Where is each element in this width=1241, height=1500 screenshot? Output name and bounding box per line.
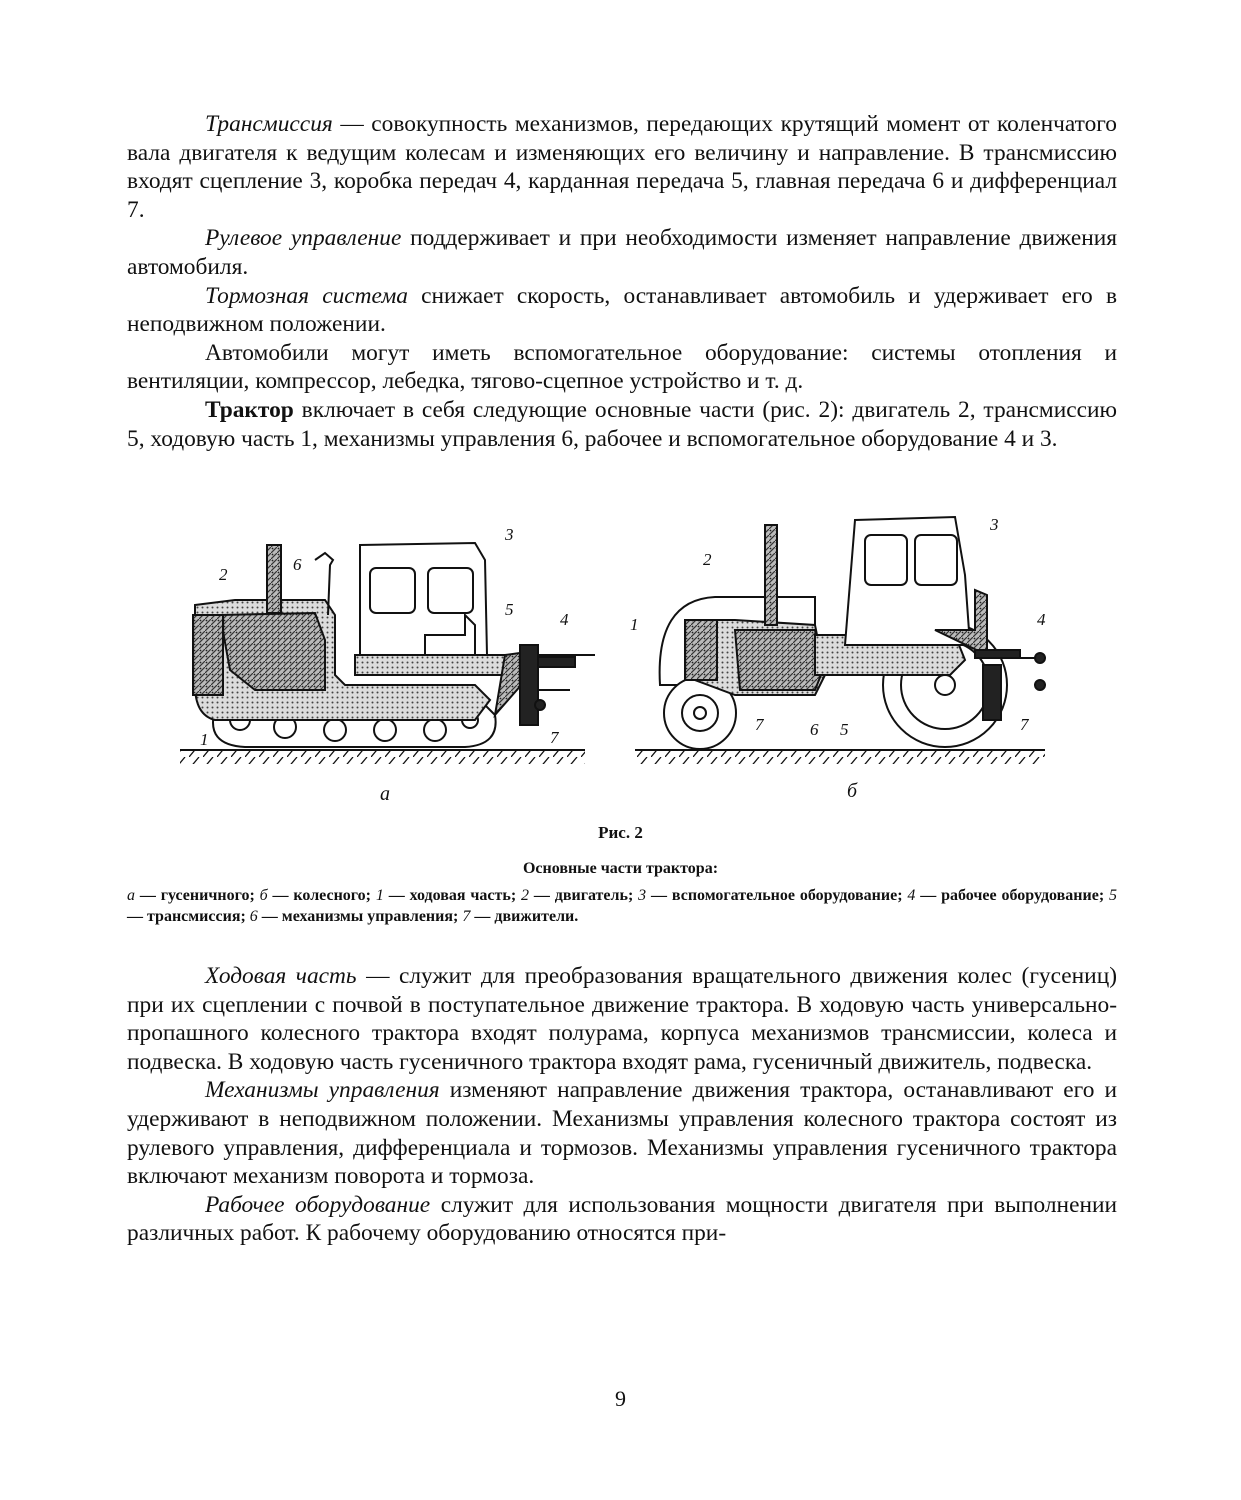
paragraph-steering — [127, 224, 1117, 281]
legend-key: а — [127, 887, 135, 904]
paragraph-working-equipment — [127, 1191, 1117, 1248]
paragraph-brakes — [127, 282, 1117, 339]
legend-key: б — [259, 887, 268, 904]
top-text-block — [127, 110, 1117, 453]
legend-key: 6 — [249, 908, 258, 925]
callout-a-7: 7 — [550, 728, 559, 747]
figure-legend — [127, 885, 1117, 927]
paragraph-auxiliary — [127, 339, 1117, 396]
paragraph-text: — служит для преобразования вращательного движения колес (гусениц) при их сцеплении с почвой в поступательное движение трактора. В ходовую часть универсально-пропашного колесного трактора входят полурама, корпуса механизмов трансмиссии, колеса и подвеска. В ходовую часть гусеничного трактора входят рама, гусеничный движитель, подвеска. — [127, 963, 1117, 1075]
bottom-text-block — [127, 962, 1117, 1248]
callout-b-1: 1 — [630, 615, 639, 634]
paragraph-running-gear — [127, 962, 1117, 1076]
figure-caption-title: Рис. 2 — [598, 823, 643, 842]
legend-key: 3 — [638, 887, 647, 904]
term: Рулевое управление — [205, 225, 402, 252]
figure-caption-subtitle: Основные части трактора: — [522, 860, 719, 877]
legend-text: — трансмиссия; — [127, 908, 250, 925]
paragraph-text: Автомобили могут иметь вспомогательное оборудование: системы отопления и вентиляции, компрессор, лебедка, тягово-сцепное устройство и т. д. — [127, 339, 1117, 395]
callout-b-3: 3 — [990, 515, 999, 534]
legend-key: 7 — [462, 908, 471, 925]
figure-tractors — [175, 505, 1055, 810]
paragraph-text: снижает скорость, останавливает автомобиль и удерживает его в неподвижном положении. — [127, 282, 1117, 338]
legend-text: — вспомогательное оборудование; — [646, 887, 908, 904]
legend-text: — гусеничного; — [135, 887, 260, 904]
paragraph-control-mechanisms — [127, 1076, 1117, 1190]
paragraph-text: — совокупность механизмов, передающих крутящий момент от коленчатого вала двигателя к ведущим колесам и изменяющих его величину и направление. В трансмиссию входят сцепление 3, коробка передач 4, карданная передача 5, главная передача 6 и дифференциал 7. — [127, 111, 1117, 223]
legend-text: — ходовая часть; — [383, 887, 522, 904]
term: Тормозная система — [205, 282, 408, 309]
figure-label-a: а — [380, 783, 390, 805]
legend-text: — рабочее оборудование; — [915, 887, 1110, 904]
paragraph-text: включает в себя следующие основные части (рис. 2): двигатель 2, трансмиссию 5, ходовую часть 1, механизмы управления 6, рабочее и вспомогательное оборудование 4 и 3. — [127, 396, 1117, 452]
paragraph-transmission — [127, 110, 1117, 224]
legend-key: 5 — [1109, 887, 1118, 904]
paragraph-tractor — [127, 396, 1117, 453]
legend-key: 4 — [907, 887, 916, 904]
crawler-tractor-drawing — [180, 543, 595, 764]
callout-b-7b: 7 — [1020, 715, 1029, 734]
term: Механизмы управления — [205, 1077, 440, 1104]
callout-a-3: 3 — [505, 525, 514, 544]
legend-text: — двигатель; — [529, 887, 639, 904]
legend-text: — механизмы управления; — [257, 908, 463, 925]
callout-b-2: 2 — [703, 550, 712, 569]
paragraph-text: служит для использования мощности двигателя при выполнении различных работ. К рабочему оборудованию относятся при- — [127, 1191, 1118, 1247]
callout-a-1: 1 — [200, 730, 209, 749]
legend-text: — движители. — [470, 908, 579, 925]
callout-b-7: 7 — [755, 715, 764, 734]
term: Рабочее оборудование — [205, 1191, 431, 1218]
term: Трансмиссия — [205, 111, 333, 137]
callout-a-4: 4 — [560, 610, 569, 629]
legend-text: — колесного; — [267, 887, 376, 904]
paragraph-text: поддерживает и при необходимости изменяет направление движения автомобиля. — [127, 225, 1117, 280]
legend-key: 2 — [521, 887, 530, 904]
callout-b-4: 4 — [1037, 610, 1046, 629]
term: Ходовая часть — [205, 963, 357, 989]
term-bold: Трактор — [205, 396, 294, 423]
legend-key: 1 — [375, 887, 384, 904]
callout-a-5: 5 — [505, 600, 514, 619]
callout-a-2: 2 — [219, 565, 228, 584]
page-number: 9 — [615, 1386, 626, 1411]
callout-b-6: 6 — [810, 720, 819, 739]
callout-b-5: 5 — [840, 720, 849, 739]
callout-a-6: 6 — [293, 555, 302, 574]
figure-label-b: б — [847, 780, 858, 802]
paragraph-text: изменяют направление движения трактора, останавливают его и удерживают в неподвижном положении. Механизмы управления колесного трактора состоят из рулевого управления, дифференциала и тормозов. Механизмы управления гусеничного трактора включают механизм поворота и тормоза. — [127, 1077, 1117, 1190]
